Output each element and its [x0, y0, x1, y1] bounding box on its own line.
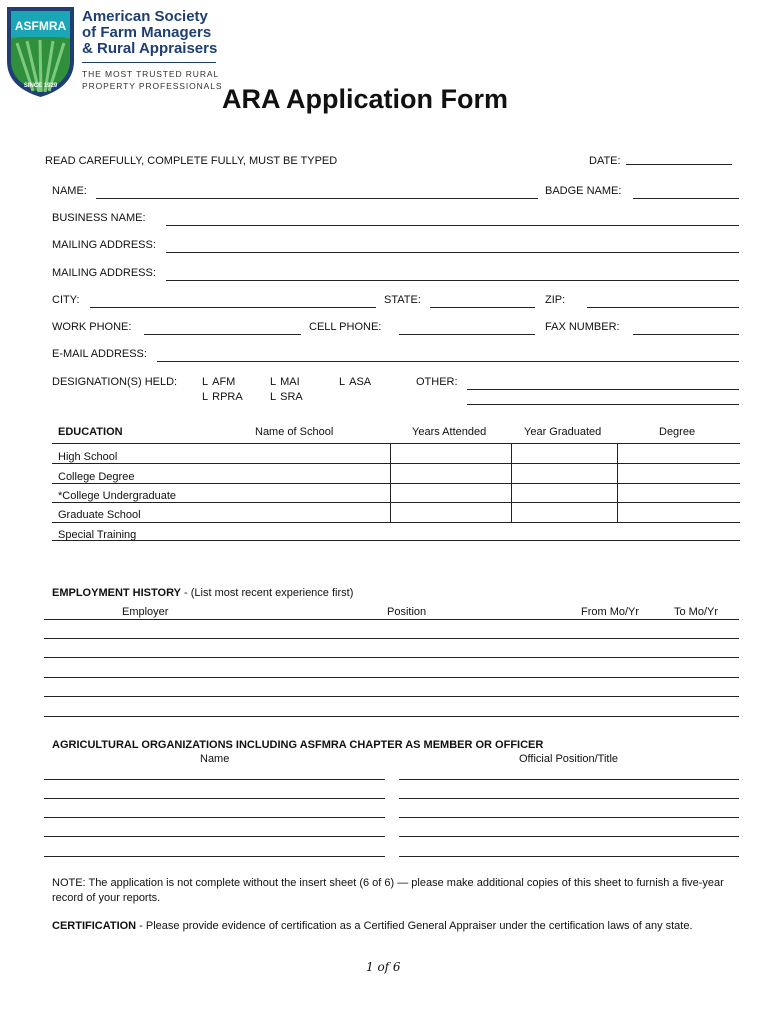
- fax-number-label: FAX NUMBER:: [545, 321, 620, 333]
- org-position-row-2[interactable]: [399, 798, 739, 799]
- logo-badge-text: ASFMRA: [14, 19, 67, 33]
- other-field-1[interactable]: [467, 389, 739, 390]
- education-row-special-training: Special Training: [58, 529, 137, 541]
- employment-col-position: Position: [387, 606, 427, 618]
- date-field[interactable]: [626, 164, 732, 165]
- designation-afm-checkbox[interactable]: L AFM: [202, 376, 235, 388]
- employment-row-2[interactable]: [44, 657, 739, 658]
- employment-col-from: From Mo/Yr: [581, 606, 640, 618]
- city-label: CITY:: [52, 294, 80, 306]
- org-position-row-4[interactable]: [399, 836, 739, 837]
- email-field[interactable]: [157, 361, 739, 362]
- designation-mai-checkbox[interactable]: L MAI: [270, 376, 300, 388]
- org-name-row-1[interactable]: [44, 779, 385, 780]
- city-field[interactable]: [90, 307, 376, 308]
- org-position-row-3[interactable]: [399, 817, 739, 818]
- education-row-college-degree: College Degree: [58, 471, 135, 483]
- employment-col-to: To Mo/Yr: [674, 606, 719, 618]
- certification-heading: CERTIFICATION: [52, 920, 137, 932]
- education-col-degree: Degree: [659, 426, 696, 438]
- logo-since-text: SINCE 1929: [23, 83, 58, 89]
- employment-heading-line: [52, 587, 353, 599]
- education-row-graduate-school: Graduate School: [58, 509, 141, 521]
- logo-divider: [82, 62, 216, 63]
- business-name-label: BUSINESS NAME:: [52, 212, 146, 224]
- name-label: NAME:: [52, 185, 87, 197]
- employment-row-3[interactable]: [44, 677, 739, 678]
- work-phone-field[interactable]: [144, 334, 301, 335]
- name-field[interactable]: [96, 198, 538, 199]
- education-row-college-undergraduate: *College Undergraduate: [58, 490, 177, 502]
- mailing-address-2-field[interactable]: [166, 280, 739, 281]
- employment-col-employer: Employer: [122, 606, 169, 618]
- asfmra-logo: [3, 3, 78, 99]
- zip-label: ZIP:: [545, 294, 566, 306]
- education-col-years: Years Attended: [412, 426, 487, 438]
- employment-row-4[interactable]: [44, 696, 739, 697]
- designation-rpra-checkbox[interactable]: L RPRA: [202, 391, 243, 403]
- employment-heading: EMPLOYMENT HISTORY: [52, 587, 181, 599]
- badge-name-label: BADGE NAME:: [545, 185, 622, 197]
- org-name-row-4[interactable]: [44, 836, 385, 837]
- org-name-row-3[interactable]: [44, 817, 385, 818]
- education-row-high-school: High School: [58, 451, 118, 463]
- state-label: STATE:: [384, 294, 421, 306]
- page-number: 1 of 6: [366, 960, 401, 974]
- organizations-col-name: Name: [200, 753, 230, 765]
- designations-label: DESIGNATION(S) HELD:: [52, 376, 178, 388]
- org-tagline: THE MOST TRUSTED RURAL PROPERTY PROFESSIONALS: [82, 69, 223, 91]
- organizations-col-position: Official Position/Title: [519, 753, 619, 765]
- date-label: DATE:: [589, 155, 621, 167]
- education-col-graduated: Year Graduated: [524, 426, 602, 438]
- page-title: ARA Application Form: [222, 84, 508, 114]
- certification-line: [52, 920, 693, 932]
- other-label: OTHER:: [416, 376, 458, 388]
- employment-note: - (List most recent experience first): [180, 587, 354, 599]
- employment-row-1[interactable]: [44, 638, 739, 639]
- other-field-2[interactable]: [467, 404, 739, 405]
- organizations-heading: AGRICULTURAL ORGANIZATIONS INCLUDING ASFMRA CHAPTER AS MEMBER OR OFFICER: [52, 739, 544, 751]
- education-heading: EDUCATION: [58, 426, 123, 438]
- cell-phone-field[interactable]: [399, 334, 535, 335]
- employment-row-5[interactable]: [44, 716, 739, 717]
- org-name: American Society of Farm Managers & Rural Appraisers: [82, 8, 218, 57]
- work-phone-label: WORK PHONE:: [52, 321, 132, 333]
- mailing-address-1-label: MAILING ADDRESS:: [52, 239, 156, 251]
- employment-header-rule: [44, 619, 739, 620]
- cell-phone-label: CELL PHONE:: [309, 321, 382, 333]
- org-name-row-2[interactable]: [44, 798, 385, 799]
- org-position-row-5[interactable]: [399, 856, 739, 857]
- org-name-row-5[interactable]: [44, 856, 385, 857]
- state-field[interactable]: [430, 307, 535, 308]
- instructions: READ CAREFULLY, COMPLETE FULLY, MUST BE TYPED: [45, 155, 338, 167]
- fax-number-field[interactable]: [633, 334, 739, 335]
- designation-sra-checkbox[interactable]: L SRA: [270, 391, 303, 403]
- org-position-row-1[interactable]: [399, 779, 739, 780]
- zip-field[interactable]: [587, 307, 739, 308]
- certification-text: - Please provide evidence of certification as a Certified General Appraiser under the certification laws of any state.: [136, 920, 693, 932]
- mailing-address-2-label: MAILING ADDRESS:: [52, 267, 156, 279]
- mailing-address-1-field[interactable]: [166, 252, 739, 253]
- note-text: NOTE: The application is not complete without the insert sheet (6 of 6) — please make additional copies of this sheet to furnish a five-year record of your reports.: [52, 877, 724, 904]
- badge-name-field[interactable]: [633, 198, 739, 199]
- designation-asa-checkbox[interactable]: L ASA: [339, 376, 371, 388]
- education-col-school: Name of School: [255, 426, 334, 438]
- email-label: E-MAIL ADDRESS:: [52, 348, 147, 360]
- business-name-field[interactable]: [166, 225, 739, 226]
